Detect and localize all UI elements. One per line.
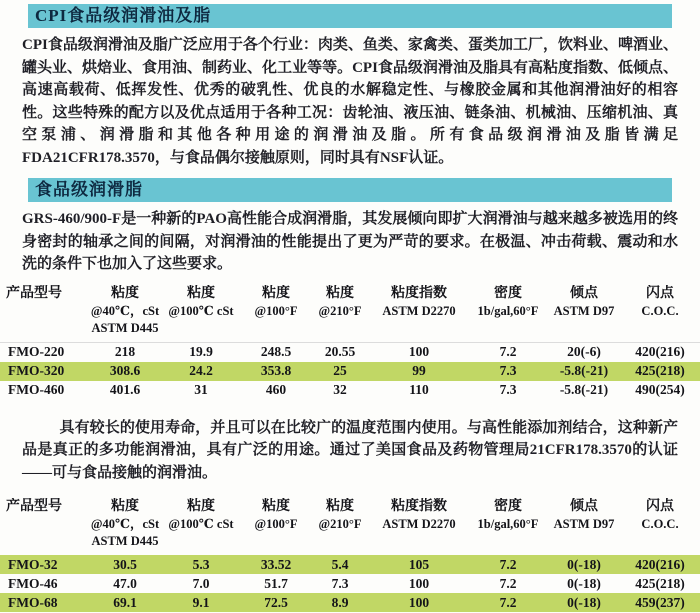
col-header-sublabel: @100℃ cSt (168, 517, 234, 531)
table-row-fmo-220 (0, 342, 700, 362)
col-header-label: 产品型号 (6, 499, 62, 514)
cell-model: FMO-320 (8, 363, 65, 378)
cell-value: 100 (408, 575, 430, 591)
cell-value: 425(218) (635, 363, 685, 378)
col-header-label: 粘度 (262, 285, 290, 301)
col-header-viscosity-40c (90, 285, 160, 343)
col-header-sublabel: ASTM D97 (553, 303, 615, 318)
cell-value: 420(216) (635, 556, 685, 572)
cell-model: FMO-46 (8, 575, 58, 591)
cell-value: 425(218) (635, 575, 685, 591)
cell-value: 30.5 (113, 556, 137, 572)
spec-table-2-body (0, 555, 700, 612)
col-header-label: 密度 (494, 285, 522, 301)
datasheet-page (0, 4, 700, 613)
col-header-viscosity-40c (90, 498, 160, 555)
section-title-bar-grease (28, 178, 672, 202)
col-header-density (468, 498, 548, 555)
col-header-label: 粘度 (187, 499, 215, 514)
cell-value: 31 (194, 382, 208, 397)
cell-value: 0(-18) (567, 556, 601, 572)
cell-value: 0(-18) (567, 594, 601, 610)
col-header-viscosity-100f (242, 498, 310, 555)
col-header-density (468, 285, 548, 343)
cell-value: -5.8(-21) (559, 363, 609, 378)
cell-value: 5.3 (192, 556, 210, 572)
cell-value: 47.0 (113, 575, 137, 591)
cell-model: FMO-220 (0, 342, 90, 362)
col-header-flash-point (620, 498, 700, 555)
paragraph-lifespan: 具有较长的使用寿命，并且可以在比较广的温度范围内使用。与高性能添加剂结合，这种新产品是真正的多功能润滑油，具有广泛的用途。通过了美国食品及药物管理局21CFR178.3570的认证——可与食品接触的润滑油。 (22, 419, 678, 481)
table-row-fmo-46 (0, 574, 700, 593)
header-row (0, 285, 700, 343)
table-row-fmo-32 (0, 555, 700, 574)
cell-value: 19.9 (160, 342, 242, 362)
col-header-sublabel: ASTM D445 (91, 320, 159, 335)
cell-value: 353.8 (260, 363, 292, 378)
cell-value: 20(-6) (548, 342, 620, 362)
cell-value: 24.2 (189, 363, 213, 378)
spec-table-2-header (0, 498, 700, 555)
cell-value: 100 (370, 342, 468, 362)
col-header-label: 密度 (494, 499, 522, 514)
col-header-viscosity-100c (160, 285, 242, 343)
cell-value: 248.5 (242, 342, 310, 362)
col-header-label: 粘度 (111, 499, 139, 514)
col-header-sublabel: 1b/gal,60°F (477, 303, 539, 318)
col-header-pour-point (548, 498, 620, 555)
cell-value: 7.2 (499, 556, 517, 572)
cell-value: 308.6 (109, 363, 141, 378)
col-header-label: 倾点 (570, 499, 598, 514)
col-header-label: 粘度 (262, 499, 290, 514)
col-header-label: 闪点 (646, 285, 674, 301)
col-header-sublabel: @210°F (318, 517, 362, 531)
col-header-sublabel: @100°F (254, 303, 298, 318)
spec-table-1 (0, 285, 700, 400)
cell-value: 420(216) (620, 342, 700, 362)
col-header-label: 粘度指数 (391, 285, 447, 301)
col-header-sublabel: @100°F (254, 517, 298, 531)
cell-value: 72.5 (264, 594, 288, 610)
col-header-label: 倾点 (570, 285, 598, 301)
col-header-viscosity-100f (242, 285, 310, 343)
cell-value: 33.52 (260, 556, 292, 572)
col-header-label: 闪点 (646, 499, 674, 514)
cell-value: 460 (265, 382, 287, 397)
col-header-sublabel: C.O.C. (641, 303, 679, 318)
cell-value: 9.1 (192, 594, 210, 610)
cell-value: 7.3 (499, 363, 517, 378)
col-header-label: 产品型号 (6, 285, 62, 301)
table-row-fmo-68 (0, 593, 700, 612)
cell-value: 105 (408, 556, 430, 572)
col-header-sublabel: @100℃ cSt (168, 303, 234, 318)
cell-value: 99 (412, 363, 426, 378)
col-header-label: 粘度 (326, 499, 354, 514)
col-header-viscosity-100c (160, 498, 242, 555)
cell-value: 218 (90, 342, 160, 362)
col-header-viscosity-index (370, 285, 468, 343)
col-header-label: 粘度 (187, 285, 215, 301)
col-header-sublabel: @40℃，cSt (90, 517, 160, 531)
col-header-sublabel: ASTM D2270 (382, 517, 456, 531)
cell-value: 7.2 (499, 575, 517, 591)
cell-value: 110 (409, 382, 429, 397)
cell-value: 401.6 (109, 382, 141, 397)
cell-value: 459(237) (635, 594, 685, 610)
cell-value: 20.55 (310, 342, 370, 362)
col-header-label: 粘度 (111, 285, 139, 301)
cell-model: FMO-32 (8, 556, 58, 572)
col-header-viscosity-210f (310, 285, 370, 343)
cell-value: 69.1 (113, 594, 137, 610)
col-header-model (0, 498, 90, 555)
cell-value: 7.2 (468, 342, 548, 362)
col-header-sublabel: ASTM D97 (553, 517, 615, 531)
col-header-pour-point (548, 285, 620, 343)
cell-value: 32 (333, 382, 347, 397)
col-header-sublabel: ASTM D445 (91, 534, 159, 548)
cell-value: 7.0 (192, 575, 210, 591)
paragraph-grease-intro: GRS-460/900-F是一种新的PAO高性能合成润滑脂，其发展倾向即扩大润滑油与越来越多被选用的终身密封的轴承之间的间隔，对润滑油的性能提出了更为严苛的要求。在极温、冲击荷载、震动和水洗的条件下也加入了这些要求。 (22, 211, 678, 272)
table-row-fmo-320 (0, 362, 700, 381)
header-row (0, 498, 700, 555)
table-row-fmo-460 (0, 381, 700, 400)
cell-value: 5.4 (331, 556, 349, 572)
paragraph-oils-intro: CPI食品级润滑油及脂广泛应用于各个行业：肉类、鱼类、家禽类、蛋类加工厂，饮料业、啤酒业、罐头业、烘焙业、食用油、制药业、化工业等等。CPI食品级润滑油及脂具有高粘度指数、低倾点、高速高载荷、低挥发性、优秀的破乳性、优良的水解稳定性、与橡胶金属和其他润滑油好的相容性。这些特殊的配方以及优点适用于各种工况：齿轮油、液压油、链条油、机械油、压缩机油、真空泵浦、润滑脂和其他各种用途的润滑油及脂。所有食品级润滑油及脂皆满足FDA21CFR178.3570，与食品偶尔接触原则，同时具有NSF认证。 (22, 37, 678, 166)
cell-model: FMO-68 (8, 594, 58, 610)
cell-value: -5.8(-21) (559, 382, 609, 397)
col-header-model (0, 285, 90, 343)
col-header-sublabel: ASTM D2270 (382, 303, 456, 318)
spec-table-1-header (0, 285, 700, 343)
spec-table-2 (0, 498, 700, 612)
cell-value: 25 (333, 363, 347, 378)
section-title-oils: CPI食品级润滑油及脂 (35, 6, 212, 25)
col-header-viscosity-index (370, 498, 468, 555)
col-header-sublabel: C.O.C. (641, 517, 679, 531)
spec-table-1-body (0, 342, 700, 400)
col-header-sublabel: 1b/gal,60°F (477, 517, 539, 531)
section-title-grease: 食品级润滑脂 (35, 180, 143, 199)
cell-value: 7.2 (499, 594, 517, 610)
cell-value: 100 (408, 594, 430, 610)
col-header-label: 粘度指数 (391, 499, 447, 514)
cell-value: 51.7 (264, 575, 288, 591)
col-header-sublabel: @210°F (318, 303, 362, 318)
col-header-label: 粘度 (326, 285, 354, 301)
col-header-viscosity-210f (310, 498, 370, 555)
cell-model: FMO-460 (8, 382, 65, 397)
cell-value: 7.3 (499, 382, 517, 397)
col-header-sublabel: @40℃，cSt (90, 303, 160, 318)
section-title-bar-oils (28, 4, 672, 28)
cell-value: 0(-18) (567, 575, 601, 591)
cell-value: 490(254) (635, 382, 685, 397)
col-header-flash-point (620, 285, 700, 343)
cell-value: 8.9 (331, 594, 349, 610)
cell-value: 7.3 (331, 575, 349, 591)
